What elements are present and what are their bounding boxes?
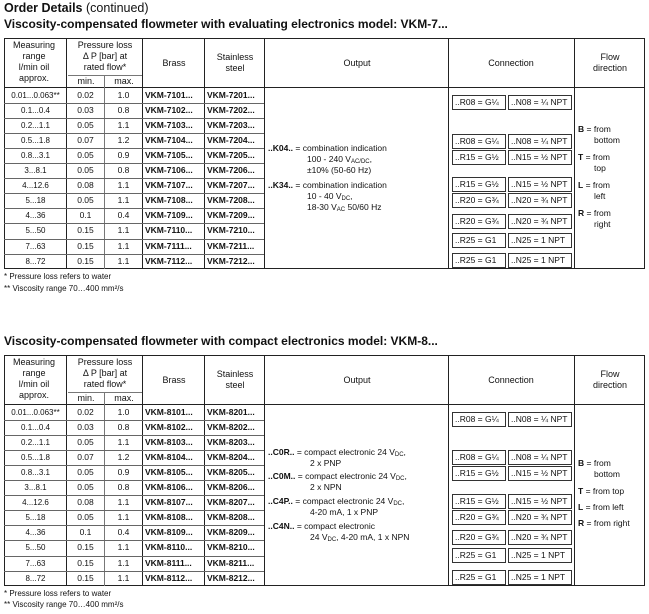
table1-cell-range: 0.01...0.063** — [11, 91, 60, 100]
table2-flow-code: R — [578, 518, 585, 528]
table1-header-output: Output — [343, 58, 371, 68]
table1-flow-label: = from — [586, 208, 611, 218]
table1-header-steel: Stainless steel — [216, 52, 254, 73]
table1-cell-max: 0.9 — [117, 150, 130, 161]
table2-cell-range: 0.1...0.4 — [21, 423, 50, 433]
table1-cell-steel: VKM-7208... — [207, 195, 255, 206]
table1-header-min: min. — [77, 76, 95, 86]
table1-conn-r: ..R08 = G¼ — [455, 136, 499, 146]
table2-conn-n: ..N15 = ½ NPT — [511, 468, 568, 478]
table1-cell-brass: VKM-7107... — [145, 180, 193, 191]
table1-conn-n: ..N15 = ½ NPT — [511, 179, 568, 189]
table2-cell-steel: VKM-8208... — [207, 512, 255, 523]
table2-cell-max: 0.9 — [117, 467, 130, 478]
table1-cell-min: 0.15 — [77, 240, 94, 251]
table2-cell-range: 5...18 — [25, 513, 46, 523]
table2-cell-steel: VKM-8212... — [207, 572, 255, 583]
table1-cell-brass: VKM-7112... — [145, 255, 193, 266]
table1-cell-brass: VKM-7106... — [145, 165, 193, 176]
table2-header-max: max. — [114, 393, 134, 403]
table2-header-pressure: Pressure loss Δ P [bar] at rated flow* — [77, 357, 133, 389]
table1-output-k04-voltage: 100 - 240 $V_{AC/DC}$, — [307, 154, 372, 165]
table1-cell-range: 4...36 — [25, 211, 46, 221]
table2-conn-n-box — [508, 412, 572, 427]
table2-cell-max: 0.4 — [117, 527, 130, 538]
table1-cell-max: 1.0 — [117, 90, 130, 100]
table2-output-c4n: ..C4N.. = compact electronic — [268, 521, 376, 531]
table1-cell-min: 0.07 — [77, 135, 94, 146]
table1-cell-max: 0.8 — [117, 165, 130, 176]
table2-cell-steel: VKM-8202... — [207, 422, 255, 433]
table1-cell-steel: VKM-7210... — [207, 225, 255, 236]
table1-cell-min: 0.1 — [79, 210, 92, 221]
table2-cell-max: 1.1 — [117, 572, 130, 583]
table2-cell-range: 4...36 — [25, 528, 46, 538]
table1-conn-r: ..R20 = G¾ — [455, 195, 499, 205]
table2-cell-brass: VKM-8111... — [145, 557, 192, 568]
table2-conn-n: ..N15 = ½ NPT — [511, 496, 568, 506]
table2-conn-n: ..N08 = ¼ NPT — [511, 452, 568, 462]
table1-conn-n: ..N08 = ¼ NPT — [511, 97, 568, 107]
table2-conn-r: ..R20 = G¾ — [455, 512, 499, 522]
table1-flow-label-2: left — [594, 191, 606, 201]
table2-cell-steel: VKM-8207... — [207, 497, 255, 508]
table2-cell-brass: VKM-8106... — [145, 482, 193, 493]
table2-output-c4p: ..C4P.. = compact electronic 24 $V_{DC}$, — [268, 496, 405, 507]
table2-cell-min: 0.02 — [77, 407, 94, 417]
table2-cell-min: 0.15 — [77, 557, 94, 568]
table1-conn-r: ..R08 = G¼ — [455, 97, 499, 107]
table2-cell-range: 3...8.1 — [24, 483, 47, 493]
table1-conn-n: ..N25 = 1 NPT — [511, 235, 566, 245]
table2-cell-max: 1.2 — [117, 452, 130, 463]
table1-cell-min: 0.05 — [77, 165, 94, 176]
table1-cell-range: 0.5...1.8 — [21, 136, 50, 146]
table1-conn-r: ..R15 = G½ — [455, 152, 499, 162]
table2-flow-code: B — [578, 458, 585, 468]
table2-cell-max: 1.0 — [117, 407, 130, 417]
table1-cell-range: 0.2...1.1 — [21, 121, 50, 131]
table1-flow-code: T — [578, 152, 584, 162]
table1-cell-range: 3...8.1 — [24, 166, 47, 176]
table2-cell-brass: VKM-8108... — [145, 512, 193, 523]
table1-cell-range: 0.8...3.1 — [21, 151, 50, 161]
table2-note-1: * Pressure loss refers to water — [4, 589, 112, 598]
table1-note-1: * Pressure loss refers to water — [4, 272, 112, 281]
table2-cell-min: 0.07 — [77, 452, 94, 463]
table1-cell-brass: VKM-7104... — [145, 135, 193, 146]
table2-cell-steel: VKM-8203... — [207, 437, 255, 448]
table1-flow-label: = from — [585, 152, 610, 162]
table1-header-max: max. — [114, 76, 134, 86]
table2-cell-brass: VKM-8101... — [145, 407, 193, 417]
table2-header-range: Measuring range l/min oil approx. — [12, 357, 56, 400]
table1-cell-min: 0.15 — [77, 255, 94, 266]
table1-flow-code: B — [578, 124, 585, 134]
table1-cell-brass: VKM-7101... — [145, 90, 193, 100]
table1-cell-brass: VKM-7109... — [145, 210, 193, 221]
table1-cell-steel: VKM-7202... — [207, 105, 255, 116]
table2-output-c0r: ..C0R.. = compact electronic 24 $V_{DC}$, — [268, 447, 406, 458]
table2-flow-item — [578, 486, 624, 497]
table1-cell-max: 1.1 — [117, 195, 130, 206]
table1-cell-steel: VKM-7201... — [207, 90, 255, 100]
table2-cell-brass: VKM-8110... — [145, 542, 193, 553]
page-title-suffix: (continued) — [86, 1, 149, 15]
table1-cell-range: 4...12.6 — [22, 181, 49, 191]
table1-cell-min: 0.03 — [77, 105, 94, 116]
table2-conn-n-box — [508, 494, 572, 509]
table2-cell-range: 5...50 — [25, 543, 46, 553]
table2-conn-r-box — [452, 466, 506, 481]
table1-header-connection: Connection — [488, 58, 534, 68]
table1-cell-steel: VKM-7203... — [207, 120, 255, 131]
table1-conn-r: ..R25 = G1 — [455, 235, 497, 245]
table1-cell-max: 0.8 — [117, 105, 130, 116]
table2-cell-max: 1.1 — [117, 512, 130, 523]
table1-header-range: Measuring range l/min oil approx. — [12, 40, 56, 83]
table2-conn-r-box — [452, 570, 506, 585]
table2-cell-steel: VKM-8210... — [207, 542, 255, 553]
table1-flow-label: = from — [586, 124, 611, 134]
table1-cell-steel: VKM-7204... — [207, 135, 255, 146]
table2-cell-range: 8...72 — [25, 573, 46, 583]
table2-conn-n: ..N20 = ¾ NPT — [511, 512, 568, 522]
table1-cell-steel: VKM-7207... — [207, 180, 255, 191]
table2-flow-item — [578, 518, 630, 529]
table1-conn-n: ..N25 = 1 NPT — [511, 255, 566, 265]
table2-conn-n-box — [508, 510, 572, 525]
table2-output-c4p-l2: 4-20 mA, 1 x PNP — [310, 507, 379, 517]
table2-cell-steel: VKM-8209... — [207, 527, 255, 538]
table1-cell-max: 1.1 — [117, 225, 130, 236]
table2-flow-label: = from left — [585, 502, 624, 512]
table2-cell-range: 0.2...1.1 — [21, 438, 50, 448]
table2-cell-range: 0.5...1.8 — [21, 453, 50, 463]
table1-cell-max: 1.1 — [117, 180, 130, 191]
table2-conn-n: ..N20 = ¾ NPT — [511, 532, 568, 542]
table1-cell-max: 1.1 — [117, 120, 130, 131]
table1-cell-steel: VKM-7205... — [207, 150, 255, 161]
table2-conn-n: ..N25 = 1 NPT — [511, 550, 566, 560]
table2-conn-r-box — [452, 450, 506, 465]
table2-header-steel: Stainless steel — [216, 369, 254, 390]
table1-cell-brass: VKM-7102... — [145, 105, 193, 116]
table1-cell-brass: VKM-7103... — [145, 120, 193, 131]
table2-flow-code: L — [578, 502, 584, 512]
table2-cell-min: 0.15 — [77, 572, 94, 583]
table1-flow-label-2: top — [594, 163, 606, 173]
table1-conn-n: ..N15 = ½ NPT — [511, 152, 568, 162]
table2-cell-min: 0.05 — [77, 512, 94, 523]
table2-note-2: ** Viscosity range 70…400 mm²/s — [4, 600, 124, 609]
table1-flow-label-2: right — [594, 219, 611, 229]
table1-cell-brass: VKM-7105... — [145, 150, 193, 161]
table2-header-connection: Connection — [488, 375, 534, 385]
table1-output-k04: ..K04.. = combination indication — [268, 143, 387, 153]
table1-flow-code: L — [578, 180, 584, 190]
table1-cell-min: 0.02 — [77, 90, 94, 100]
table1-conn-n: ..N20 = ¾ NPT — [511, 195, 568, 205]
table1-conn-r: ..R20 = G¾ — [455, 216, 499, 226]
table2-header-min: min. — [77, 393, 95, 403]
table1-cell-steel: VKM-7206... — [207, 165, 255, 176]
table1-cell-max: 0.4 — [117, 210, 130, 221]
table2-cell-brass: VKM-8105... — [145, 467, 193, 478]
table2-flow-item — [578, 458, 611, 469]
table1-cell-range: 5...18 — [25, 196, 46, 206]
table1-conn-r: ..R25 = G1 — [455, 255, 497, 265]
page-title-text: Order Details — [4, 1, 83, 15]
table2-cell-range: 4...12.6 — [22, 498, 49, 508]
table2-conn-n-box — [508, 548, 572, 563]
table1-cell-brass: VKM-7111... — [145, 240, 192, 251]
table2-conn-r-box — [452, 510, 506, 525]
table1-cell-max: 1.1 — [117, 255, 130, 266]
table2-conn-r: ..R25 = G1 — [455, 572, 497, 582]
table1-cell-range: 8...72 — [25, 256, 46, 266]
table1-cell-steel: VKM-7209... — [207, 210, 255, 221]
table1-output-k04-freq: ±10% (50-60 Hz) — [307, 165, 372, 175]
table2-cell-min: 0.05 — [77, 482, 94, 493]
table2-cell-min: 0.1 — [79, 527, 92, 538]
table2-cell-max: 0.8 — [117, 482, 130, 493]
table2-header-output: Output — [343, 375, 371, 385]
table2-conn-r: ..R20 = G¾ — [455, 532, 499, 542]
table2-conn-r: ..R08 = G¼ — [455, 452, 499, 462]
table2-output-c0m: ..C0M.. = compact electronic 24 $V_{DC}$, — [268, 471, 407, 482]
table1-cell-min: 0.05 — [77, 150, 94, 161]
table1-cell-min: 0.08 — [77, 180, 94, 191]
table2-cell-steel: VKM-8211... — [207, 557, 255, 568]
table1-cell-range: 7...63 — [25, 241, 46, 251]
table2-conn-r-box — [452, 548, 506, 563]
table2-title: Viscosity-compensated flowmeter with compact electronics model: VKM-8... — [4, 334, 438, 348]
table2-cell-max: 1.1 — [117, 557, 130, 568]
table2-output-c0r-l2: 2 x PNP — [310, 458, 342, 468]
table2-conn-n: ..N08 = ¼ NPT — [511, 414, 568, 424]
table2-conn-r-box — [452, 494, 506, 509]
table2-cell-range: 7...63 — [25, 558, 46, 568]
table2-cell-max: 1.1 — [117, 542, 130, 553]
table1-cell-min: 0.05 — [77, 195, 94, 206]
table1-cell-max: 1.1 — [117, 240, 130, 251]
table2-output-c0m-l2: 2 x NPN — [310, 482, 342, 492]
table2-output-c4n-l2: 24 $V_{DC}$, 4-20 mA, 1 x NPN — [310, 532, 410, 543]
table2-cell-range: 0.01...0.063** — [11, 408, 60, 417]
table1-header-pressure: Pressure loss Δ P [bar] at rated flow* — [77, 40, 133, 72]
table2-cell-brass: VKM-8109... — [145, 527, 193, 538]
table1-output-k34: ..K34.. = combination indication — [268, 180, 387, 190]
table2-flow-label-2: bottom — [594, 469, 620, 479]
table2-conn-n: ..N25 = 1 NPT — [511, 572, 566, 582]
table1-header-flow: Flow direction — [592, 52, 628, 73]
table2-cell-range: 0.8...3.1 — [21, 468, 50, 478]
table1-cell-steel: VKM-7212... — [207, 255, 255, 266]
table1-header-brass: Brass — [162, 58, 186, 68]
table2-flow-code: T — [578, 486, 584, 496]
table2-conn-n-box — [508, 450, 572, 465]
table2-cell-min: 0.05 — [77, 437, 94, 448]
table2-conn-n-box — [508, 530, 572, 545]
table2-cell-brass: VKM-8112... — [145, 572, 193, 583]
table2-conn-r: ..R15 = G½ — [455, 496, 499, 506]
table1-output-k34-ac: 18-30 $V_{AC}$ 50/60 Hz — [307, 202, 382, 213]
table1-cell-range: 0.1...0.4 — [21, 106, 50, 116]
table2-cell-max: 1.1 — [117, 437, 130, 448]
table2-cell-max: 0.8 — [117, 422, 130, 433]
table2-cell-min: 0.05 — [77, 467, 94, 478]
table1-cell-brass: VKM-7110... — [145, 225, 193, 236]
table1-cell-brass: VKM-7108... — [145, 195, 193, 206]
table1-cell-min: 0.05 — [77, 120, 94, 131]
table1-conn-n: ..N08 = ¼ NPT — [511, 136, 568, 146]
table2-conn-r: ..R15 = G½ — [455, 468, 499, 478]
table2-flow-label: = from — [586, 458, 611, 468]
table2-cell-brass: VKM-8107... — [145, 497, 193, 508]
table2-cell-steel: VKM-8201... — [207, 407, 255, 417]
table1-title: Viscosity-compensated flowmeter with evaluating electronics model: VKM-7... — [4, 17, 448, 31]
table2-cell-min: 0.15 — [77, 542, 94, 553]
table1-cell-range: 5...50 — [25, 226, 46, 236]
table2-header-brass: Brass — [162, 375, 186, 385]
table2-cell-brass: VKM-8103... — [145, 437, 193, 448]
table2-cell-max: 1.1 — [117, 497, 130, 508]
table1-flow-code: R — [578, 208, 585, 218]
table1-conn-r: ..R15 = G½ — [455, 179, 499, 189]
table2-cell-steel: VKM-8205... — [207, 467, 255, 478]
table1-flow-label: = from — [585, 180, 610, 190]
table1-cell-min: 0.15 — [77, 225, 94, 236]
table1-conn-n: ..N20 = ¾ NPT — [511, 216, 568, 226]
table1-output-k34-voltage: 10 - 40 $V_{DC}$, — [307, 191, 353, 202]
table2-conn-n-box — [508, 466, 572, 481]
table2-conn-r: ..R08 = G¼ — [455, 414, 499, 424]
table2-header-flow: Flow direction — [592, 369, 628, 390]
table1-note-2: ** Viscosity range 70…400 mm²/s — [4, 284, 124, 293]
table2-flow-item — [578, 502, 624, 513]
table2-conn-r-box — [452, 530, 506, 545]
table2-cell-steel: VKM-8204... — [207, 452, 255, 463]
table2-cell-min: 0.08 — [77, 497, 94, 508]
table2-conn-r-box — [452, 412, 506, 427]
table2-flow-label: = from right — [586, 518, 630, 528]
table1-cell-max: 1.2 — [117, 135, 130, 146]
table1-cell-steel: VKM-7211... — [207, 240, 255, 251]
table2-cell-min: 0.03 — [77, 422, 94, 433]
table2-conn-r: ..R25 = G1 — [455, 550, 497, 560]
table2-conn-n-box — [508, 570, 572, 585]
table2-flow-label: = from top — [585, 486, 625, 496]
table2-cell-brass: VKM-8102... — [145, 422, 193, 433]
table2-cell-steel: VKM-8206... — [207, 482, 255, 493]
table1-flow-label-2: bottom — [594, 135, 620, 145]
table2-cell-brass: VKM-8104... — [145, 452, 193, 463]
